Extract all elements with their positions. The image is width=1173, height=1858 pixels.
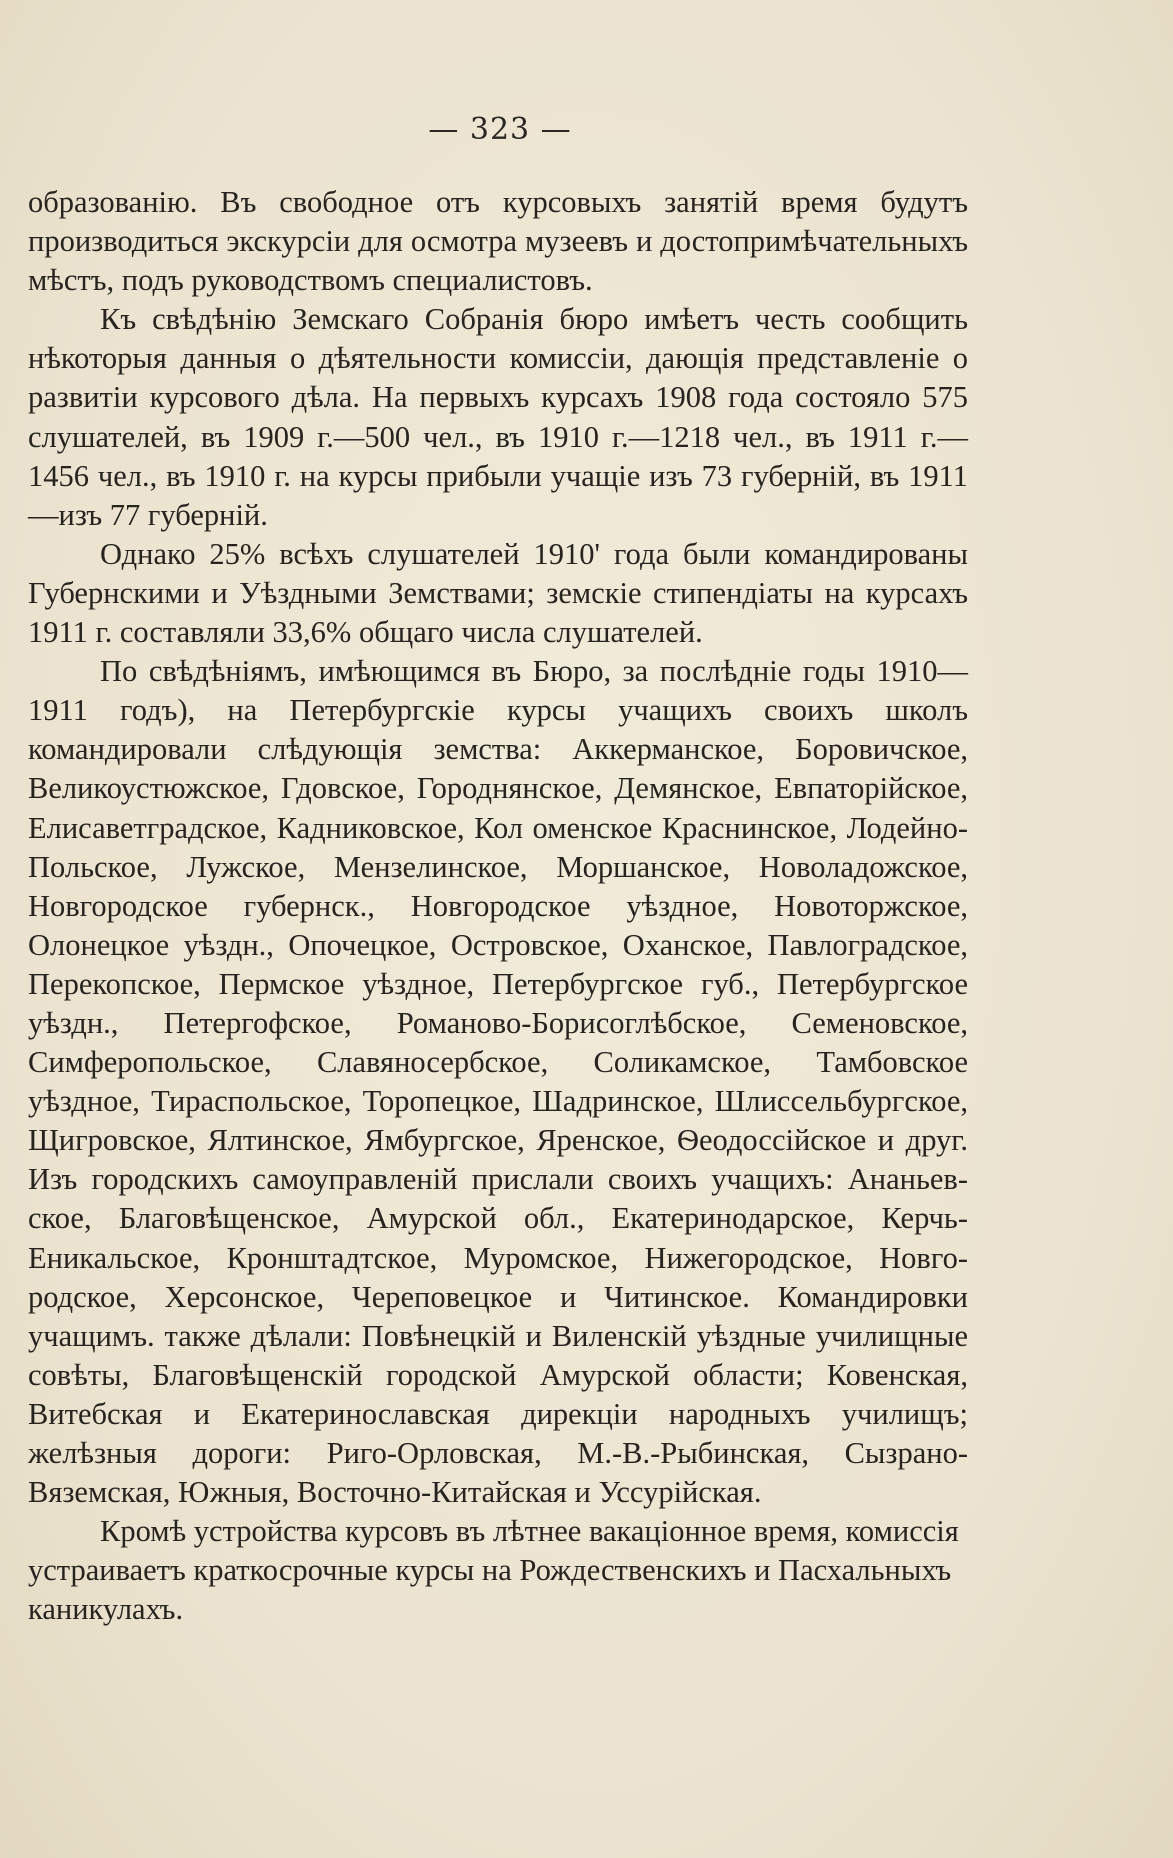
page-number: — 323 —: [428, 112, 572, 147]
paragraph-4: По свѣдѣніямъ, имѣющимся въ Бюро, за послѣдніе годы 1910—1911 годъ), на Петербургскіе курсы учащихъ своихъ школъ командировали слѣдующія земства: Аккерманское, Боровичское, Великоустюжское, Гдовское, Городнянское, Демянское, Евпаторійское, Елисаветградское, Кадниковское, Кол оменское Краснинское, Лодейно-Польское, Лужское, Мензелинское, Моршанское, Новоладожское, Новгородское губернск., Новгородское уѣздное, Новоторжское, Олонецкое уѣздн., Опочецкое, Островское, Оханское, Павлоградское, Перекопское, Пермское уѣздное, Петербургское губ., Петербургское уѣздн., Петергофское, Романово-Борисоглѣбское, Семеновское, Симферопольское, Славяносербское, Соликамское, Тамбовское уѣздное, Тираспольское, Торопецкое, Шадринское, Шлиссельбургское, Щигровское, Ялтинское, Ямбургское, Яренское, Ѳеодоссійское и друг. Изъ городскихъ самоуправленій прислали своихъ учащихъ: Ананьевское, Благовѣщенское, Амурской обл., Екатеринодарское, Керчь-Еникальское, Кронштадтское, Муромское, Нижегородское, Новгородское, Херсонское, Череповецкое и Читинское. Командировки учащимъ. также дѣлали: Повѣнецкій и Виленскій уѣздные училищные совѣты, Благовѣщенскій городской Амурской области; Ковенская, Витебская и Екатеринославская дирекціи народныхъ училищъ; желѣзныя дороги: Риго-Орловская, М.-В.-Рыбинская, Сызрано-Вяземская, Южныя, Восточно-Китайская и Уссурійская.: [28, 654, 968, 1510]
paragraph-3: Однако 25% всѣхъ слушателей 1910' года были командированы Губернскими и Уѣздными Земствами; земскіе стипендіаты на курсахъ 1911 г. составляли 33,6% общаго числа слушателей.: [28, 536, 968, 650]
page-body: [28, 183, 968, 1629]
paragraph-2: Къ свѣдѣнію Земскаго Собранія бюро имѣетъ честь сообщить нѣкоторыя данныя о дѣятельности комиссіи, дающія представленіе о развитіи курсового дѣла. На первыхъ курсахъ 1908 года состояло 575 слушателей, въ 1909 г.—500 чел., въ 1910 г.—1218 чел., въ 1911 г.—1456 чел., въ 1910 г. на курсы прибыли учащіе изъ 73 губерній, въ 1911—изъ 77 губерній.: [28, 302, 968, 532]
paragraph-5: Кромѣ устройства курсовъ въ лѣтнее вакаціонное время, комиссія устраиваетъ краткосрочные курсы на Рождественскихъ и Пасхальныхъ каникулахъ.: [28, 1514, 959, 1627]
paragraph-1: образованію. Въ свободное отъ курсовыхъ занятій время будутъ производиться экскурсіи для осмотра музеевъ и достопримѣчательныхъ мѣстъ, подъ руководствомъ специалистовъ.: [28, 185, 968, 298]
